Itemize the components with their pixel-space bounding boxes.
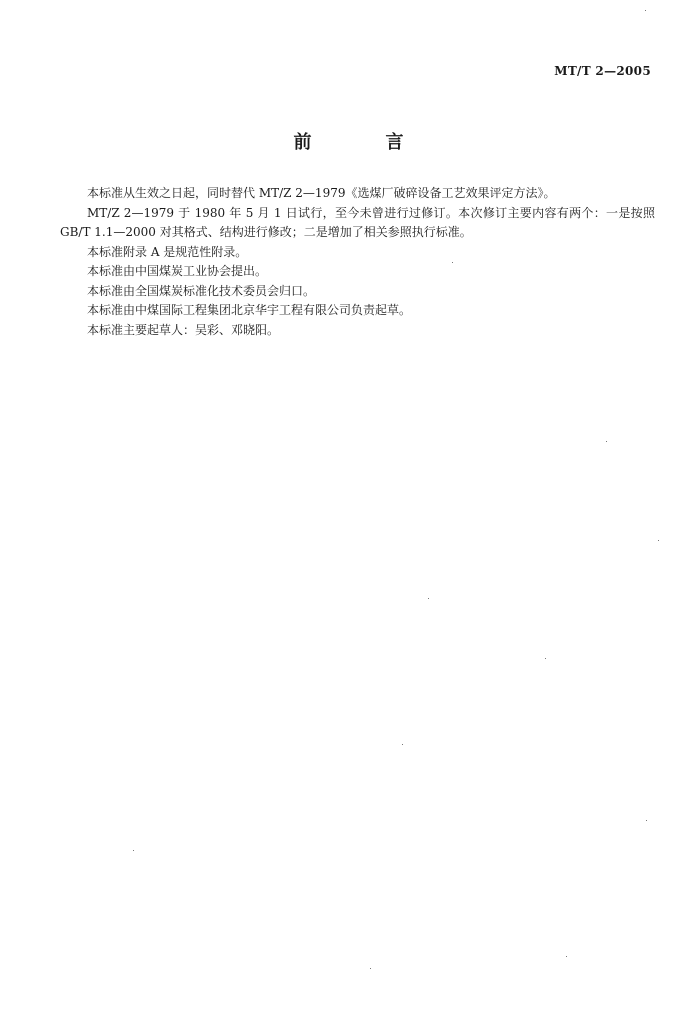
paragraph-drafting-org: 本标准由中煤国际工程集团北京华宇工程有限公司负责起草。 (87, 303, 412, 317)
scan-speck (566, 956, 567, 957)
paragraph-proposer: 本标准由中国煤炭工业协会提出。 (87, 264, 268, 278)
paragraph-committee: 本标准由全国煤炭标准化技术委员会归口。 (87, 283, 316, 298)
scan-speck (452, 262, 453, 263)
scan-speck (658, 540, 659, 541)
standard-code: MT/T 2—2005 (554, 64, 651, 78)
page-title: 前 言 (293, 132, 432, 153)
scan-speck (428, 598, 429, 599)
scan-speck (370, 968, 371, 969)
scan-speck (606, 441, 607, 442)
scan-speck (545, 658, 546, 659)
scan-speck (402, 744, 403, 745)
paragraph-replacement: 本标准从生效之日起，同时替代 MT/Z 2—1979《选煤厂破碎设备工艺效果评定方法》。 (87, 186, 556, 200)
scan-speck (133, 850, 134, 851)
foreword-body (60, 184, 655, 340)
scan-speck (645, 10, 646, 11)
paragraph-drafters: 本标准主要起草人：吴彩、邓晓阳。 (87, 322, 280, 337)
scan-speck (646, 820, 647, 821)
paragraph-annex: 本标准附录 A 是规范性附录。 (87, 244, 248, 259)
paragraph-revision: MT/Z 2—1979 于 1980 年 5 月 1 日试行，至今未曾进行过修订。本次修订主要内容有两个：一是按照 GB/T 1.1—2000 对其格式、结构进行修改；二是增加了相关参照执行标准。 (60, 205, 655, 239)
